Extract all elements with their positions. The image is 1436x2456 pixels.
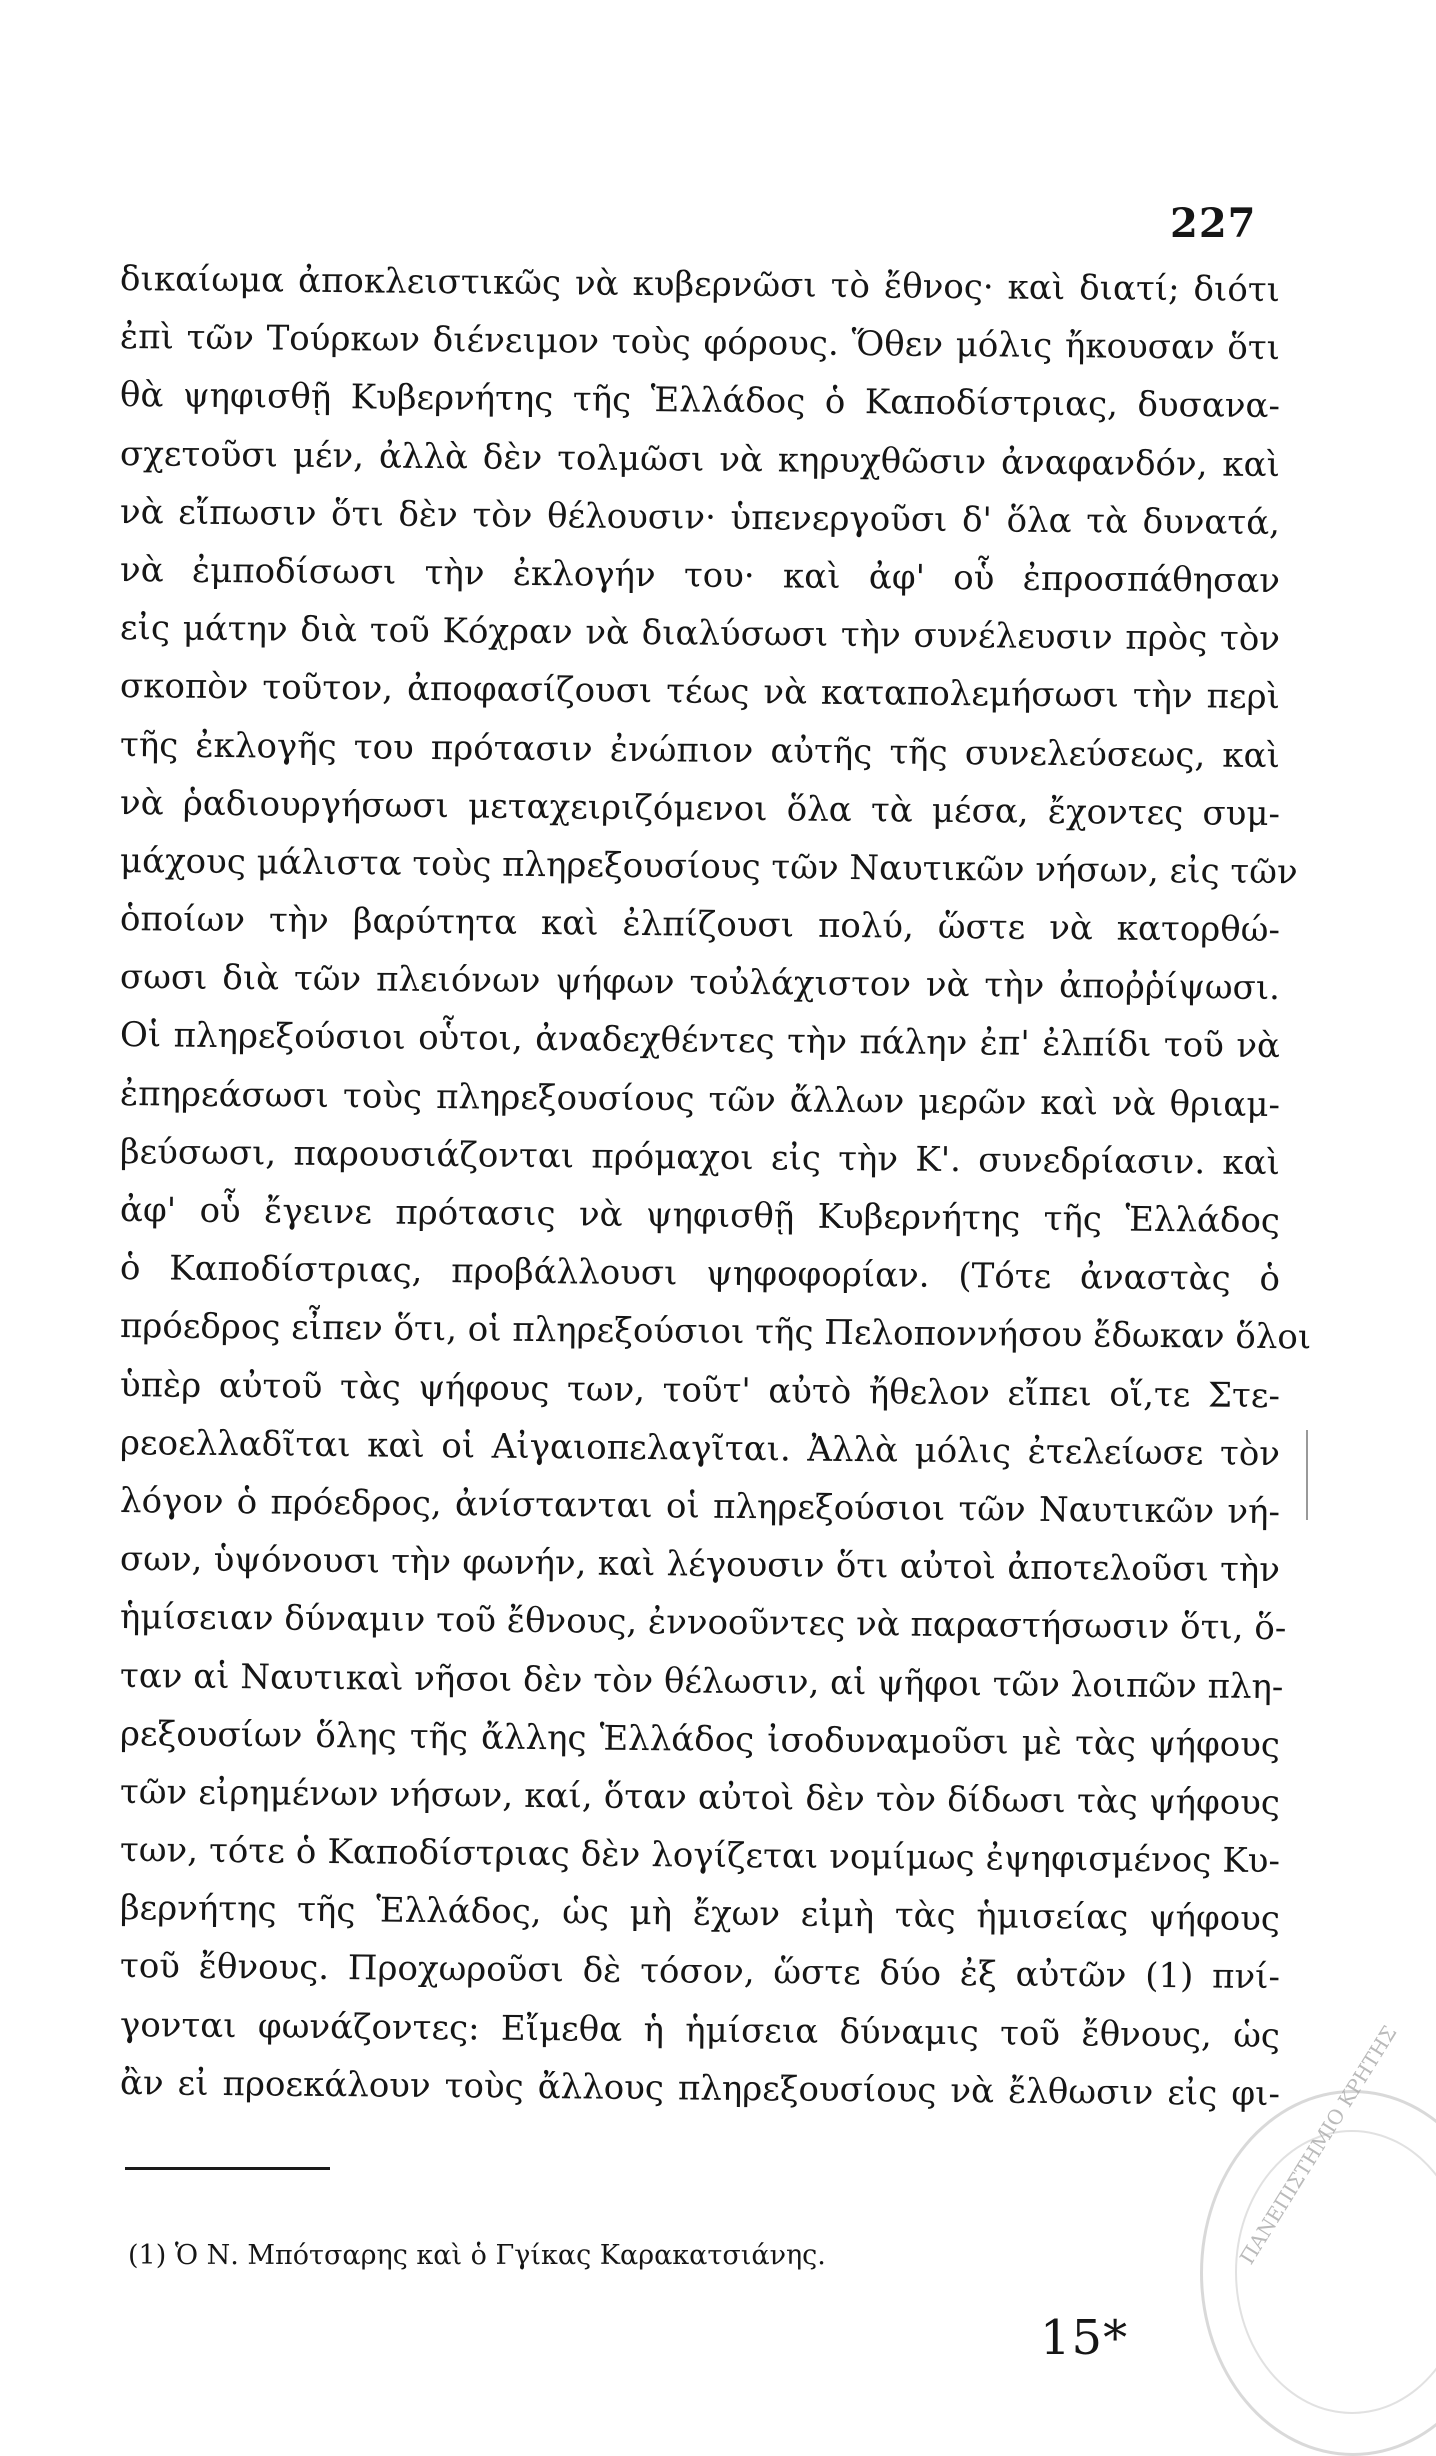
text-line: ταν αἱ Ναυτικαὶ νῆσοι δὲν τὸν θέλωσιν, αἱ ψῆφοι τῶν λοιπῶν πλη- [119,1655,1284,1707]
text-line: τοῦ ἔθνους. Προχωροῦσι δὲ τόσον, ὥστε δύο ἐξ αὐτῶν (1) πνί- [119,1946,1281,1998]
text-line: ἐπὶ τῶν Τούρκων διένειμον τοὺς φόρους. Ὅθεν μόλις ἤκουσαν ὅτι [119,317,1281,369]
text-line: δικαίωμα ἀποκλειστικῶς νὰ κυβερνῶσι τὸ ἔθνος· καὶ διατί; διότι [119,259,1281,311]
footnote-rule [125,2167,330,2170]
text-line: μάχους μάλιστα τοὺς πληρεξουσίους τῶν Ναυτικῶν νήσων, εἰς τῶν [119,840,1298,893]
text-line: ἡμίσειαν δύναμιν τοῦ ἔθνους, ἐννοοῦντες νὰ παραστήσωσιν ὅτι, ὅ- [119,1597,1287,1649]
text-line: σωσι διὰ τῶν πλειόνων ψήφων τοὐλάχιστον νὰ τὴν ἀποῤῥίψωσι. [119,957,1281,1009]
text-line: ὁ Καποδίστριας, προβάλλουσι ψηφοφορίαν. (Τότε ἀναστὰς ὁ [119,1248,1281,1300]
text-line: νὰ ἐμποδίσωσι τὴν ἐκλογήν του· καὶ ἀφ' οὗ ἐπροσπάθησαν [119,549,1281,602]
text-line: ρεοελλαδῖται καὶ οἱ Αἰγαιοπελαγῖται. Ἀλλὰ μόλις ἐτελείωσε τὸν [119,1422,1281,1474]
text-line: ἀφ' οὗ ἔγεινε πρότασις νὰ ψηφισθῇ Κυβερνήτης τῆς Ἑλλάδος [119,1190,1281,1242]
text-line: Οἱ πληρεξούσιοι οὗτοι, ἀναδεχθέντες τὴν πάλην ἐπ' ἐλπίδι τοῦ νὰ [119,1015,1281,1067]
text-line: ἂν εἰ προεκάλουν τοὺς ἄλλους πληρεξουσίους νὰ ἔλθωσιν εἰς φι- [119,2062,1281,2114]
text-line: σων, ὑψόνουσι τὴν φωνήν, καὶ λέγουσιν ὅτι αὐτοὶ ἀποτελοῦσι τὴν [119,1539,1281,1591]
text-line: πρόεδρος εἶπεν ὅτι, οἱ πληρεξούσιοι τῆς Πελοποννήσου ἔδωκαν ὅλοι [119,1306,1312,1358]
signature-mark: 15* [1040,2310,1129,2366]
text-line: ὁποίων τὴν βαρύτητα καὶ ἐλπίζουσι πολύ, ὥστε νὰ κατορθώ- [119,899,1281,951]
text-line: τῶν εἰρημένων νήσων, καί, ὅταν αὐτοὶ δὲν τὸν δίδωσι τὰς ψήφους [119,1771,1281,1824]
text-line: σχετοῦσι μέν, ἀλλὰ δὲν τολμῶσι νὰ κηρυχθῶσιν ἀναφανδόν, καὶ [119,433,1281,485]
text-line: θὰ ψηφισθῇ Κυβερνήτης τῆς Ἑλλάδος ὁ Καποδίστριας, δυσανα- [119,375,1281,427]
text-line: βερνήτης τῆς Ἑλλάδος, ὡς μὴ ἔχων εἰμὴ τὰς ἡμισείας ψήφους [119,1888,1281,1940]
text-line: ὑπὲρ αὐτοῦ τὰς ψήφους των, τοῦτ' αὐτὸ ἤθελον εἴπει οἵ,τε Στε- [119,1364,1281,1416]
text-line: ρεξουσίων ὅλης τῆς ἄλλης Ἑλλάδος ἰσοδυναμοῦσι μὲ τὰς ψήφους [119,1713,1281,1765]
page-number: 227 [1170,200,1257,247]
text-line: γονται φωνάζοντες: Εἴμεθα ἡ ἡμίσεια δύναμις τοῦ ἔθνους, ὡς [119,2004,1281,2056]
text-line: σκοπὸν τοῦτον, ἀποφασίζουσι τέως νὰ καταπολεμήσωσι τὴν περὶ [119,666,1281,718]
text-line: λόγον ὁ πρόεδρος, ἀνίστανται οἱ πληρεξούσιοι τῶν Ναυτικῶν νή- [119,1480,1281,1533]
text-line: των, τότε ὁ Καποδίστριας δὲν λογίζεται νομίμως ἐψηφισμένος Κυ- [119,1830,1281,1882]
text-line: βεύσωσι, παρουσιάζονται πρόμαχοι εἰς τὴν Κ'. συνεδρίασιν. καὶ [119,1131,1281,1183]
text-line: ἐπηρεάσωσι τοὺς πληρεξουσίους τῶν ἄλλων μερῶν καὶ νὰ θριαμ- [119,1073,1281,1125]
body-text [119,250,1312,2114]
margin-mark [1306,1430,1308,1520]
text-line: νὰ εἴπωσιν ὅτι δὲν τὸν θέλουσιν· ὑπενεργοῦσι δ' ὅλα τὰ δυνατά, [119,491,1281,543]
text-line: νὰ ῥαδιουργήσωσι μεταχειριζόμενοι ὅλα τὰ μέσα, ἔχοντες συμ- [119,782,1281,834]
text-line: τῆς ἐκλογῆς του πρότασιν ἐνώπιον αὐτῆς τῆς συνελεύσεως, καὶ [119,724,1281,776]
library-stamp-text: ΠΑΝΕΠΙΣΤΗΜΙΟ ΚΡΗΤΗΣ [1234,2021,1402,2269]
footnote: (1) Ὁ Ν. Μπότσαρης καὶ ὁ Γγίκας Καρακατσιάνης. [128,2240,826,2271]
text-line: εἰς μάτην διὰ τοῦ Κόχραν νὰ διαλύσωσι τὴν συνέλευσιν πρὸς τὸν [119,608,1281,660]
